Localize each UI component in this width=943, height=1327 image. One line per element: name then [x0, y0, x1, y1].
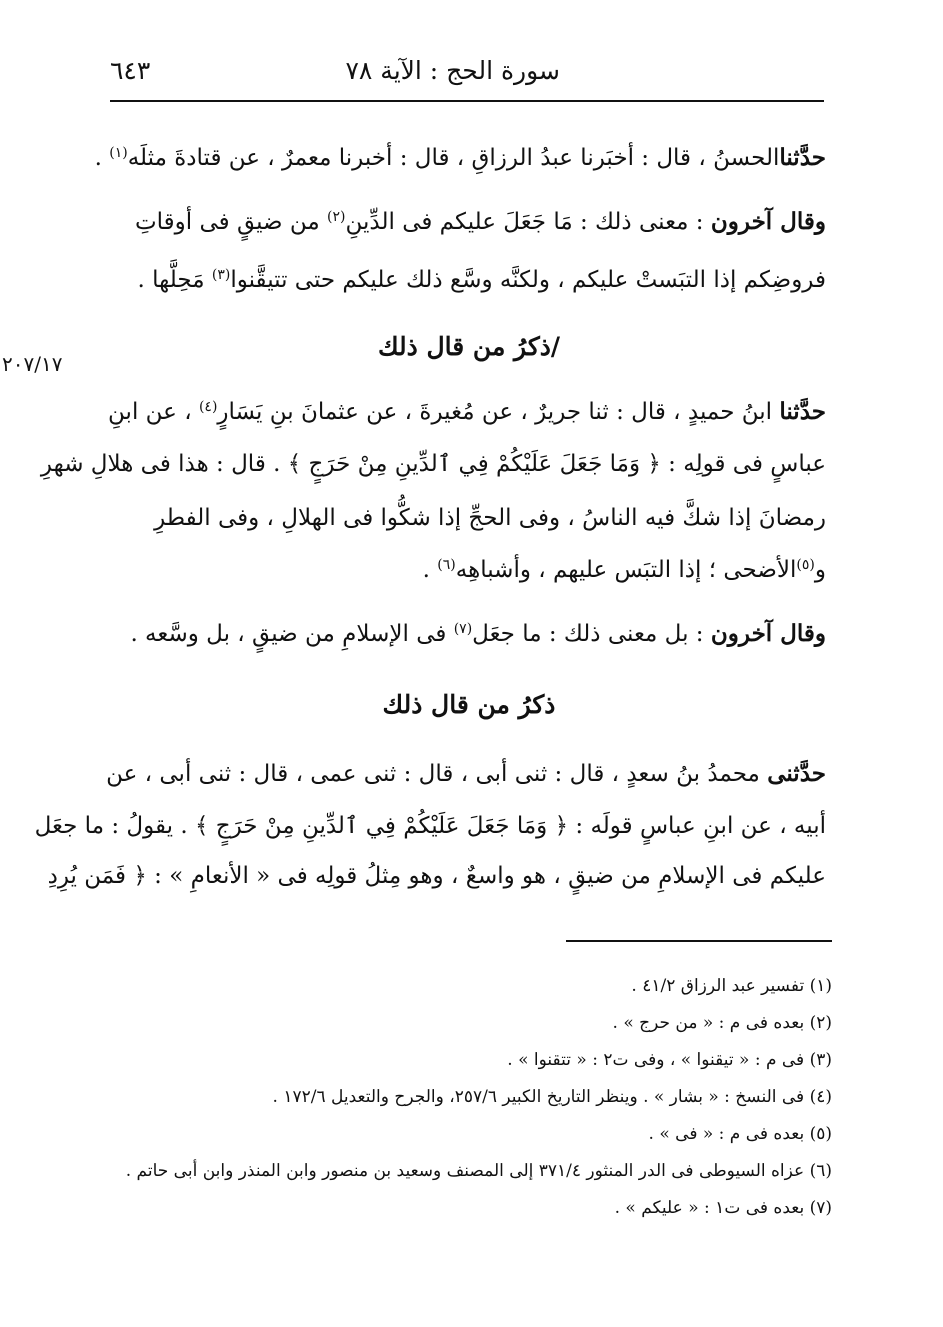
footnote-marker: (٣): [211, 267, 231, 283]
text-segment: .: [94, 145, 110, 171]
text-segment: ، عن ابنِ: [108, 399, 199, 425]
text-line: [47, 856, 826, 896]
text-segment: رمضانَ إذا شكَّ فيه الناسُ ، وفى الحجِّ إذا شكُّوا فى الهلالِ ، وفى الفطرِ: [154, 505, 826, 531]
text-line: [112, 498, 826, 538]
footnotes: [112, 968, 832, 1227]
narration-lead: وقال آخرون: [710, 208, 826, 235]
quran-quote: ﴿ فَمَن يُرِدِ: [47, 863, 147, 889]
text-segment: من ضيقٍ فى أوقاتِ: [135, 209, 328, 235]
text-segment: . قال : هذا فى هلالِ شهرِ: [40, 451, 288, 477]
footnote: (٦) عزاه السيوطى فى الدر المنثور ٣٧١/٤ إلى المصنف وسعيد بن منصور وابن المنذر وابن أبى حاتم .: [125, 1161, 832, 1181]
margin-reference: ٢٠٧/١٧: [2, 352, 63, 376]
text-segment: الحسنُ ، قال : أخبَرنا عبدُ الرزاقِ ، قال : أخبرنا معمرٌ ، عن قتادةَ مثلَه: [127, 145, 780, 171]
paragraph-2: [112, 202, 826, 300]
text-line: [106, 754, 826, 794]
footnote-marker: (١): [109, 145, 128, 161]
page-number: ٦٤٣: [110, 56, 151, 85]
text-segment: عباسٍ فى قولِه :: [660, 451, 826, 477]
text-segment: : معنى ذلك : مَا جَعَلَ عليكم فى الدِّينِ: [345, 209, 711, 235]
footnote-marker: (٥): [796, 557, 815, 573]
text-segment: فروضِكم إذا التبَستْ عليكم ، ولكنَّه وسَّع ذلك عليكم حتى تتيقَّنوا: [230, 267, 826, 293]
footnote-marker: (٧): [453, 621, 473, 637]
paragraph-5: [34, 754, 826, 896]
text-segment: ابنُ حميدٍ ، قال : ثنا جريرٌ ، عن مُغيرةَ ، عن عثمانَ بنِ يَسَارٍ: [217, 399, 780, 425]
narration-lead: وقال آخرون: [710, 620, 826, 647]
text-line: [112, 202, 826, 242]
footnote-marker: (٢): [327, 209, 346, 225]
running-header: [110, 52, 830, 92]
footnote: (٣) فى م : « تيقنوا » ، وفى ت٢ : « تتقنوا » .: [507, 1050, 832, 1070]
footnote: (٥) بعده فى م : « فى » .: [648, 1124, 832, 1144]
text-segment: .: [422, 557, 438, 583]
section-heading-1: /ذكرُ من قال ذلك: [377, 332, 561, 361]
quran-quote: ﴿ وَمَا جَعَلَ عَلَيْكُمْ فِي ٱلدِّينِ مِنْ حَرَجٍ ﴾: [194, 813, 569, 839]
text-line: [112, 614, 826, 654]
text-segment: فى الإسلامِ من ضيقٍ ، بل وسَّعه .: [130, 621, 454, 647]
footnote-marker: (٦): [437, 557, 456, 573]
narration-lead: حدَّثنا: [779, 144, 826, 171]
text-segment: محمدُ بنُ سعدٍ ، قال : ثنى أبى ، قال : ثنى عمى ، قال : ثنى أبى ، عن: [106, 761, 768, 787]
footnote: (٧) بعده فى ت١ : « عليكم » .: [614, 1198, 832, 1218]
footnote-rule: [566, 940, 832, 942]
text-line: [112, 260, 826, 300]
text-line: [112, 550, 826, 590]
footnote-marker: (٤): [198, 399, 218, 415]
text-segment: . يقولُ : ما جعَل: [34, 813, 195, 839]
paragraph-4: [112, 614, 826, 654]
footnote: (٢) بعده فى م : « من حرج » .: [612, 1013, 832, 1033]
text-line: [94, 138, 826, 178]
narration-lead: حدَّثنى: [767, 760, 826, 787]
text-segment: مَحِلَّها .: [137, 267, 212, 293]
text-segment: : بل معنى ذلك : ما جعَل: [472, 621, 711, 647]
paragraph-3: [40, 392, 826, 590]
footnote: (١) تفسير عبد الرزاق ٤١/٢ .: [631, 976, 832, 996]
narration-lead: حدَّثنا: [779, 398, 826, 425]
text-segment: و: [814, 557, 826, 583]
text-line: [108, 392, 826, 432]
text-line: [40, 444, 826, 484]
header-title: سورة الحج : الآية ٧٨: [345, 56, 560, 85]
quran-quote: ﴿ وَمَا جَعَلَ عَلَيْكُمْ فِي ٱلدِّينِ مِنْ حَرَجٍ ﴾: [287, 451, 661, 477]
text-segment: عليكم فى الإسلامِ من ضيقٍ ، هو واسعٌ ، وهو مِثلُ قولِه فى « الأنعامِ » :: [146, 863, 826, 889]
text-segment: الأضحى ؛ إذا التبَس عليهم ، وأشباهِه: [455, 557, 797, 583]
section-heading-2: ذكرُ من قال ذلك: [382, 690, 556, 719]
text-segment: أبيه ، عن ابنِ عباسٍ قولَه :: [568, 813, 826, 839]
text-line: [34, 806, 826, 846]
header-rule: [110, 100, 824, 102]
footnote: (٤) فى النسخ : « بشار » . وينظر التاريخ الكبير ٢٥٧/٦، والجرح والتعديل ١٧٢/٦ .: [272, 1087, 832, 1107]
paragraph-1: [94, 138, 826, 178]
